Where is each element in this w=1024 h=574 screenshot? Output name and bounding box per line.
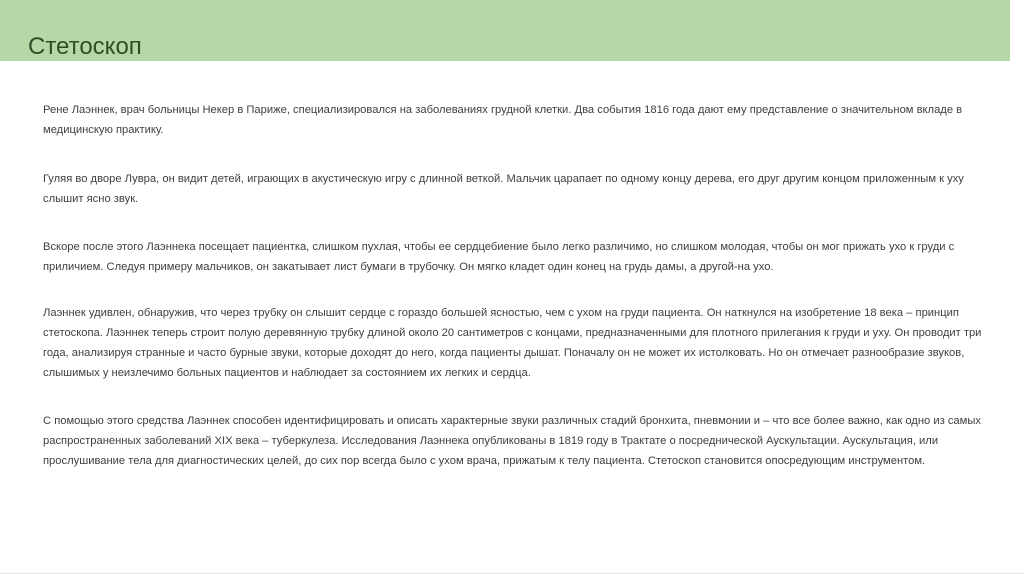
paragraph-4: Лаэннек удивлен, обнаружив, что через трубку он слышит сердце с гораздо большей ясностью, чем с ухом на груди пациента. Он наткнулся на изобретение 18 века – принцип стетоскопа. Лаэннек теперь строит полую деревянную трубку длиной около 20 сантиметров с концами, предназначенными для плотного прилегания к груди и уху. Он проводит три года, анализируя странные и часто бурные звуки, которые доходят до него, когда пациенты дышат. Поначалу он не может их истолковать. Но он отмечает разнообразие звуков, слышимых у неизлечимо больных пациентов и наблюдает за состоянием их легких и сердца. [43, 307, 982, 379]
paragraph-3: Вскоре после этого Лаэннека посещает пациентка, слишком пухлая, чтобы ее сердцебиение было легко различимо, но слишком молодая, чтобы он мог прижать ухо к груди с приличием. Следуя примеру мальчиков, он закатывает лист бумаги в трубочку. Он мягко кладет один конец на грудь дамы, а другой-на ухо. [43, 241, 955, 273]
paragraph-5: С помощью этого средства Лаэннек способен идентифицировать и описать характерные звуки различных стадий бронхита, пневмонии и – что все более важно, как одно из самых распространенных заболеваний XIX века – туберкулеза. Исследования Лаэннека опубликованы в 1819 году в Трактате о посреднической Аускультации. Аускультация, или прослушивание тела для диагностических целей, до сих пор всегда было с ухом врача, прижатым к телу пациента. Стетоскоп становится опосредующим инструментом. [43, 415, 981, 467]
paragraph-2: Гуляя во дворе Лувра, он видит детей, играющих в акустическую игру с длинной веткой. Мальчик царапает по одному концу дерева, его друг другим концом приложенным к уху слышит ясно звук. [43, 173, 964, 205]
paragraph-1: Рене Лаэннек, врач больницы Некер в Париже, специализировался на заболеваниях грудной клетки. Два события 1816 года дают ему представление о значительном вкладе в медицинскую практику. [43, 104, 963, 136]
header-band [0, 0, 1010, 61]
slide-title: Стетоскоп [28, 33, 142, 60]
